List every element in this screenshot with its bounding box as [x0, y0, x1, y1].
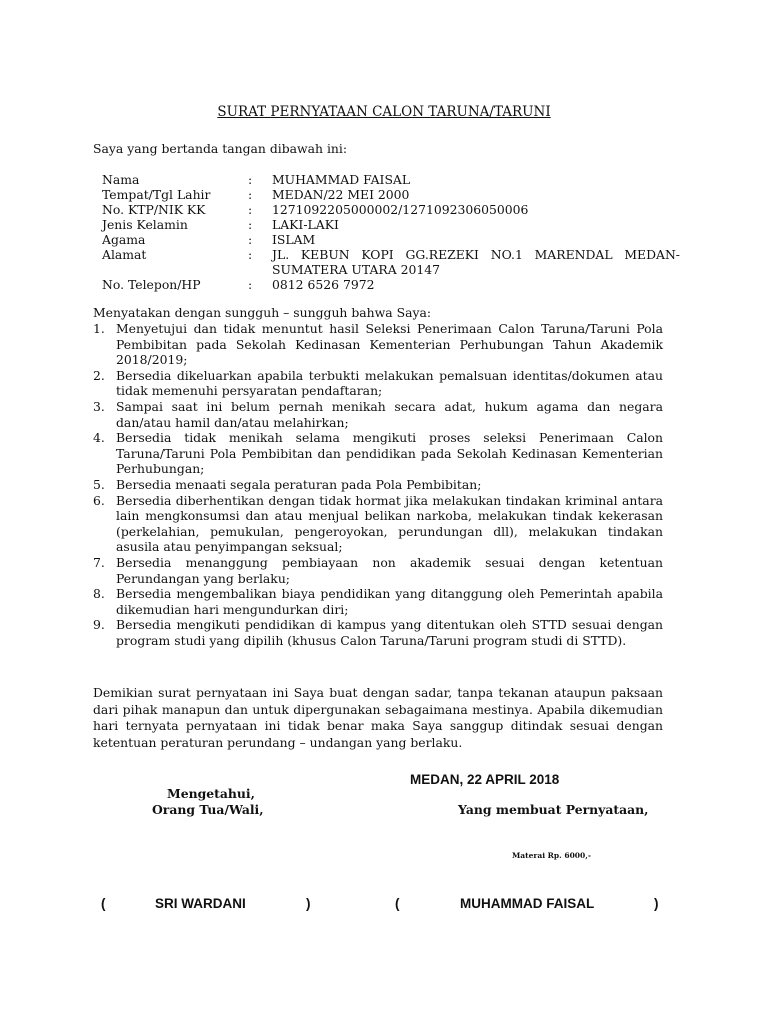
identity-label: Tempat/Tgl Lahir	[102, 187, 211, 202]
identity-label: Nama	[102, 172, 140, 187]
identity-row	[102, 172, 680, 187]
identity-value: JL. KEBUN KOPI GG.REZEKI NO.1 MARENDAL MEDAN-SUMATERA UTARA 20147	[272, 247, 680, 277]
identity-row	[102, 217, 680, 232]
identity-colon: :	[248, 247, 253, 262]
list-number: 5.	[93, 476, 105, 492]
stamp-note: Materai Rp. 6000,-	[512, 851, 591, 860]
maker-label: Yang membuat Pernyataan,	[458, 802, 649, 817]
guardian-signature-name: SRI WARDANI	[155, 896, 246, 911]
paren-open: (	[395, 896, 400, 911]
paren-close: )	[654, 896, 659, 911]
list-number: 1.	[93, 321, 105, 336]
list-item	[93, 399, 663, 430]
list-number: 6.	[93, 492, 105, 508]
list-text: Sampai saat ini belum pernah menikah secara adat, hukum agama dan negara dan/atau hamil dan/atau melahirkan;	[116, 398, 663, 430]
list-text: Bersedia mengembalikan biaya pendidikan yang ditanggung oleh Pemerintah apabila dikemudian hari mengundurkan diri;	[116, 586, 663, 617]
identity-block	[102, 172, 680, 292]
list-number: 3.	[93, 398, 105, 414]
identity-value: 1271092205000002/1271092306050006	[272, 202, 529, 217]
identity-row	[102, 232, 680, 247]
identity-label: Alamat	[102, 247, 147, 262]
list-number: 8.	[93, 586, 105, 602]
identity-row	[102, 202, 680, 217]
list-item	[93, 321, 663, 368]
list-item	[93, 477, 663, 493]
list-item	[93, 586, 663, 617]
list-text: Bersedia menaati segala peraturan pada Pola Pembibitan;	[116, 476, 482, 492]
paren-open: (	[101, 896, 106, 911]
identity-colon: :	[248, 172, 253, 187]
list-text: Bersedia dikeluarkan apabila terbukti melakukan pemalsuan identitas/dokumen atau tidak memenuhi persyaratan pendaftaran;	[116, 367, 663, 399]
list-item	[93, 430, 663, 477]
list-text: Bersedia tidak menikah selama mengikuti proses seleksi Penerimaan Calon Taruna/Taruni Pola Pembibitan dan pendidikan pada Sekolah Kedinasan Kementerian Perhubungan;	[116, 430, 663, 477]
identity-colon: :	[248, 187, 253, 202]
list-number: 9.	[93, 617, 105, 633]
identity-label: Jenis Kelamin	[102, 217, 188, 232]
maker-signature-name: MUHAMMAD FAISAL	[460, 896, 595, 911]
list-item	[93, 368, 663, 399]
statement-list	[93, 321, 663, 648]
acknowledged-label: Mengetahui,	[167, 786, 255, 801]
list-item	[93, 555, 663, 586]
identity-row	[102, 277, 680, 292]
list-item	[93, 493, 663, 555]
identity-value: MEDAN/22 MEI 2000	[272, 187, 410, 202]
statement-intro: Menyatakan dengan sungguh – sungguh bahwa Saya:	[93, 305, 432, 320]
identity-colon: :	[248, 232, 253, 247]
list-number: 4.	[93, 430, 105, 446]
identity-row	[102, 247, 680, 277]
list-text: Bersedia menanggung pembiayaan non akademik sesuai dengan ketentuan Perundangan yang berlaku;	[116, 554, 663, 586]
identity-colon: :	[248, 217, 253, 232]
list-text: Bersedia diberhentikan dengan tidak hormat jika melakukan tindakan kriminal antara lain mengkonsumsi dan atau menjual belikan narkoba, melakukan tindak kekerasan (perkelahian, pemukulan, pengeroyokan, perundungan dll), melakukan tindakan asusila atau penyimpangan seksual;	[116, 492, 663, 555]
list-text: Bersedia mengikuti pendidikan di kampus yang ditentukan oleh STTD sesuai dengan program studi yang dipilih (khusus Calon Taruna/Taruni program studi di STTD).	[116, 617, 663, 648]
closing-paragraph: Demikian surat pernyataan ini Saya buat dengan sadar, tanpa tekanan ataupun paksaan dari pihak manapun dan untuk dipergunakan sebagaimana mestinya. Apabila dikemudian hari ternyata pernyataan ini tidak benar maka Saya sanggup ditindak sesuai dengan ketentuan peraturan perundang – undangan yang berlaku.	[93, 685, 663, 750]
intro-text: Saya yang bertanda tangan dibawah ini:	[93, 141, 348, 156]
identity-row	[102, 187, 680, 202]
list-number: 7.	[93, 554, 105, 570]
document-title: SURAT PERNYATAAN CALON TARUNA/TARUNI	[217, 104, 551, 120]
list-item	[93, 617, 663, 648]
identity-label: No. KTP/NIK KK	[102, 202, 206, 217]
identity-colon: :	[248, 202, 253, 217]
identity-label: Agama	[102, 232, 146, 247]
guardian-label: Orang Tua/Wali,	[152, 802, 264, 817]
list-text: Menyetujui dan tidak menuntut hasil Seleksi Penerimaan Calon Taruna/Taruni Pola Pembibitan pada Sekolah Kedinasan Kementerian Perhubungan Tahun Akademik 2018/2019;	[116, 321, 663, 368]
identity-label: No. Telepon/HP	[102, 277, 201, 292]
place-date: MEDAN, 22 APRIL 2018	[410, 772, 560, 787]
list-number: 2.	[93, 367, 105, 383]
identity-value: MUHAMMAD FAISAL	[272, 172, 411, 187]
paren-close: )	[306, 896, 311, 911]
identity-colon: :	[248, 277, 253, 292]
identity-value: 0812 6526 7972	[272, 277, 375, 292]
identity-value: LAKI-LAKI	[272, 217, 339, 232]
identity-value: ISLAM	[272, 232, 316, 247]
